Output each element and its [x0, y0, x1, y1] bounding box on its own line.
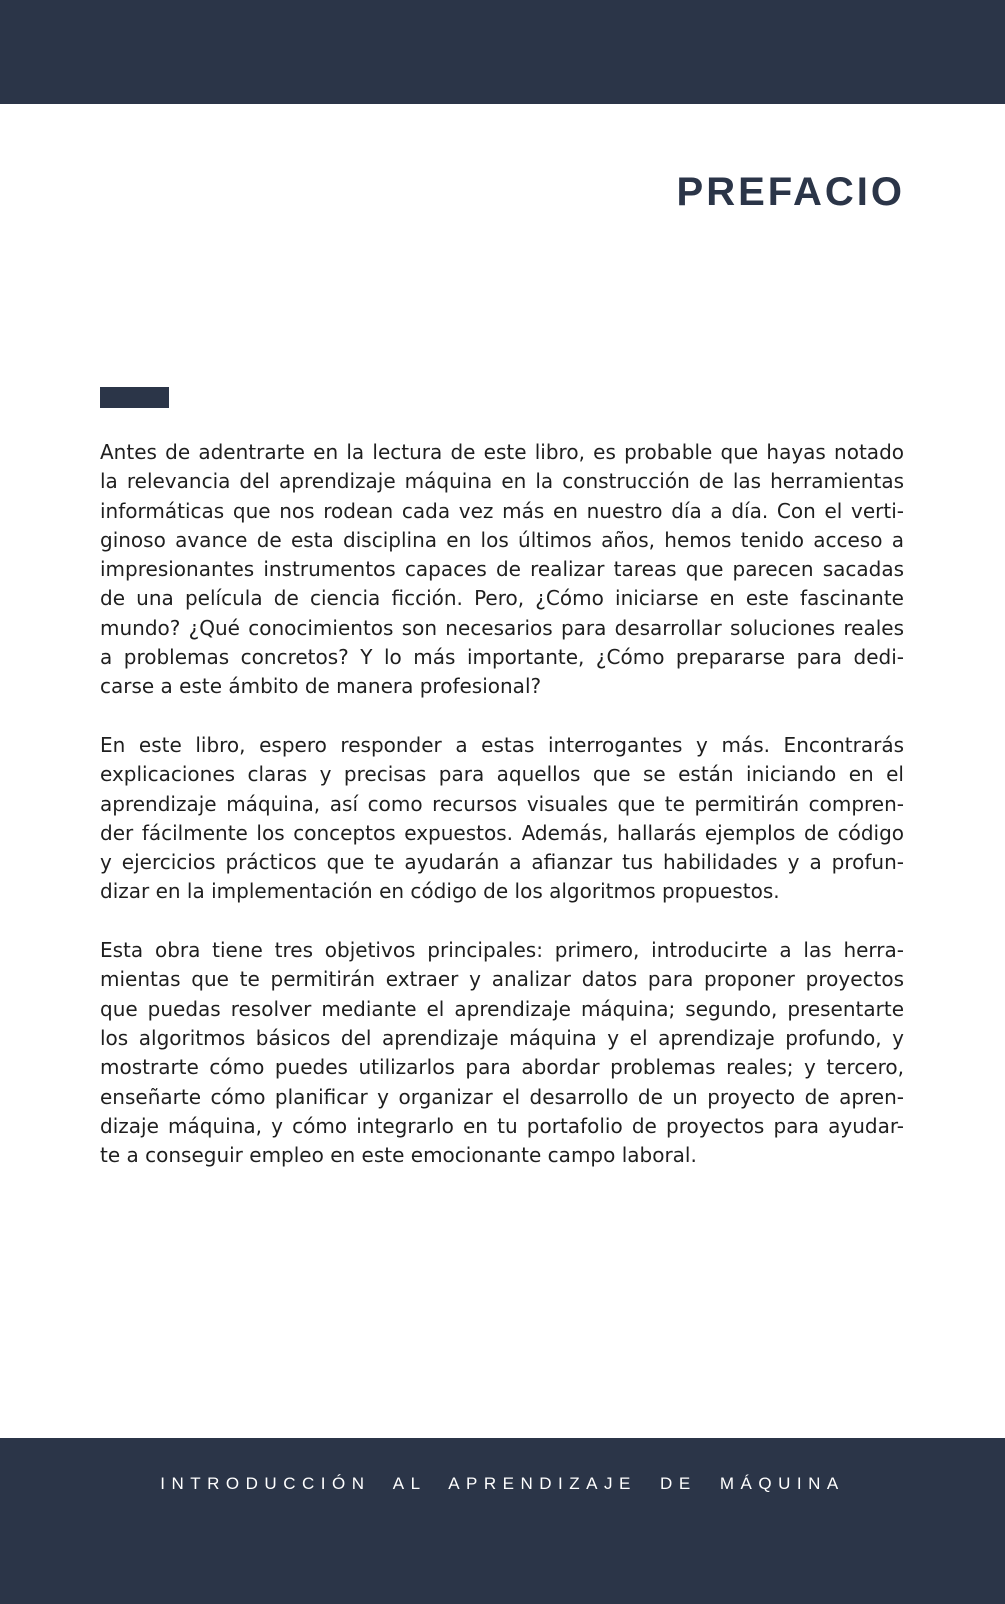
header-band — [0, 0, 1005, 104]
text-line: la relevancia del aprendizaje máquina en la construcción de las herramientas — [100, 469, 904, 494]
text-line: que puedas resolver mediante el aprendizaje máquina; segundo, presentarte — [100, 996, 904, 1021]
paragraph — [100, 731, 904, 907]
text-line: de una película de ciencia ficción. Pero, ¿Cómo iniciarse en este fascinante — [100, 586, 904, 611]
text-line: Esta obra tiene tres objetivos principales: primero, introducirte a las herra- — [100, 938, 904, 963]
paragraph — [100, 438, 904, 702]
text-line: enseñarte cómo planificar y organizar el desarrollo de un proyecto de apren- — [100, 1084, 904, 1109]
text-line: informáticas que nos rodean cada vez más en nuestro día a día. Con el verti- — [100, 498, 904, 523]
text-line: aprendizaje máquina, así como recursos visuales que te permitirán compren- — [100, 791, 904, 816]
page-title: PREFACIO — [676, 170, 905, 214]
text-line: En este libro, espero responder a estas interrogantes y más. Encontrarás — [100, 732, 904, 757]
text-line: mundo? ¿Qué conocimientos son necesarios para desarrollar soluciones reales — [100, 615, 904, 640]
text-line: carse a este ámbito de manera profesional? — [100, 674, 542, 699]
text-line: te a conseguir empleo en este emocionante campo laboral. — [100, 1143, 697, 1168]
text-line: Antes de adentrarte en la lectura de este libro, es probable que hayas notado — [100, 440, 904, 464]
footer-band — [0, 1438, 1005, 1604]
text-line: a problemas concretos? Y lo más importante, ¿Cómo prepararse para dedi- — [100, 645, 904, 670]
text-line: dizaje máquina, y cómo integrarlo en tu portafolio de proyectos para ayudar- — [100, 1113, 904, 1138]
text-line: impresionantes instrumentos capaces de realizar tareas que parecen sacadas — [100, 557, 904, 582]
text-line: y ejercicios prácticos que te ayudarán a afianzar tus habilidades y a profun- — [100, 850, 904, 875]
text-line: dizar en la implementación en código de los algoritmos propuestos. — [100, 879, 780, 904]
body-text — [100, 438, 904, 1200]
paragraph — [100, 936, 904, 1170]
text-line: explicaciones claras y precisas para aquellos que se están iniciando en el — [100, 762, 904, 787]
accent-bar — [100, 387, 169, 408]
text-line: mostrarte cómo puedes utilizarlos para abordar problemas reales; y tercero, — [100, 1055, 904, 1080]
text-line: der fácilmente los conceptos expuestos. Además, hallarás ejemplos de código — [100, 820, 904, 845]
text-line: mientas que te permitirán extraer y analizar datos para proponer proyectos — [100, 967, 904, 992]
text-line: ginoso avance de esta disciplina en los últimos años, hemos tenido acceso a — [100, 527, 904, 552]
book-title-footer: INTRODUCCIÓN AL APRENDIZAJE DE MÁQUINA — [160, 1474, 845, 1493]
text-line: los algoritmos básicos del aprendizaje máquina y el aprendizaje profundo, y — [100, 1025, 904, 1050]
